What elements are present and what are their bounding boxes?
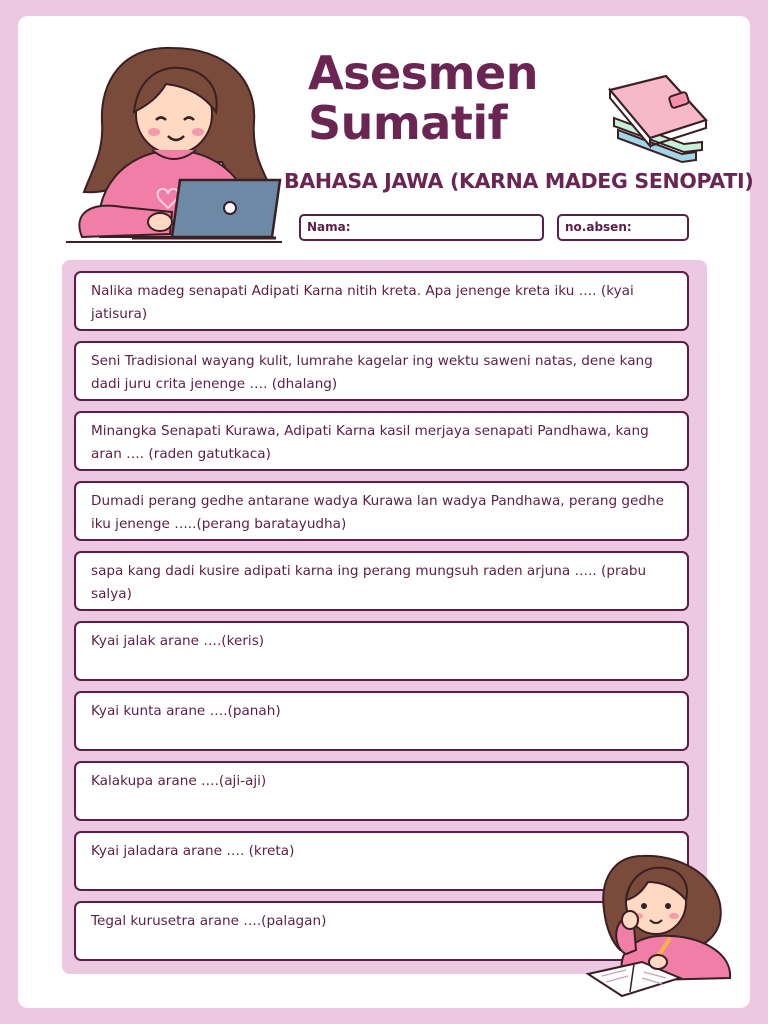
question-text: Nalika madeg senapati Adipati Karna nitih kreta. Apa jenenge kreta iku …. (kyai jatisura) <box>91 283 634 322</box>
title-line-2: Sumatif <box>308 96 508 150</box>
question-box-2[interactable] <box>74 341 689 401</box>
name-field-label: Nama: <box>307 220 351 234</box>
question-text: Seni Tradisional wayang kulit, lumrahe kagelar ing wektu saweni natas, dene kang dadi juru crita jenenge …. (dhalang) <box>91 353 653 392</box>
question-text: sapa kang dadi kusire adipati karna ing perang mungsuh raden arjuna ….. (prabu salya) <box>91 563 647 602</box>
question-box-7[interactable] <box>74 691 689 751</box>
absen-field[interactable] <box>557 214 689 241</box>
absen-field-label: no.absen: <box>565 220 632 234</box>
question-box-6[interactable] <box>74 621 689 681</box>
title-line-1: Asesmen <box>308 46 538 100</box>
girl-writing-illustration <box>582 850 734 1002</box>
question-box-1[interactable] <box>74 271 689 331</box>
books-icon <box>604 72 714 166</box>
worksheet-title <box>308 48 538 148</box>
name-field[interactable] <box>299 214 544 241</box>
girl-with-laptop-illustration <box>62 42 287 247</box>
question-box-8[interactable] <box>74 761 689 821</box>
question-text: Tegal kurusetra arane ….(palagan) <box>91 913 327 929</box>
question-text: Kyai jalak arane ….(keris) <box>91 633 265 649</box>
question-text: Kyai jaladara arane …. (kreta) <box>91 843 295 859</box>
question-text: Kyai kunta arane ….(panah) <box>91 703 281 719</box>
question-text: Dumadi perang gedhe antarane wadya Kurawa lan wadya Pandhawa, perang gedhe iku jenenge …..(perang baratayudha) <box>91 493 665 532</box>
question-text: Minangka Senapati Kurawa, Adipati Karna kasil merjaya senapati Pandhawa, kang aran …. (raden gatutkaca) <box>91 423 649 462</box>
question-box-4[interactable] <box>74 481 689 541</box>
question-text: Kalakupa arane ….(aji-aji) <box>91 773 267 789</box>
question-box-5[interactable] <box>74 551 689 611</box>
worksheet-subtitle: BAHASA JAWA (KARNA MADEG SENOPATI) <box>284 169 754 193</box>
question-box-3[interactable] <box>74 411 689 471</box>
